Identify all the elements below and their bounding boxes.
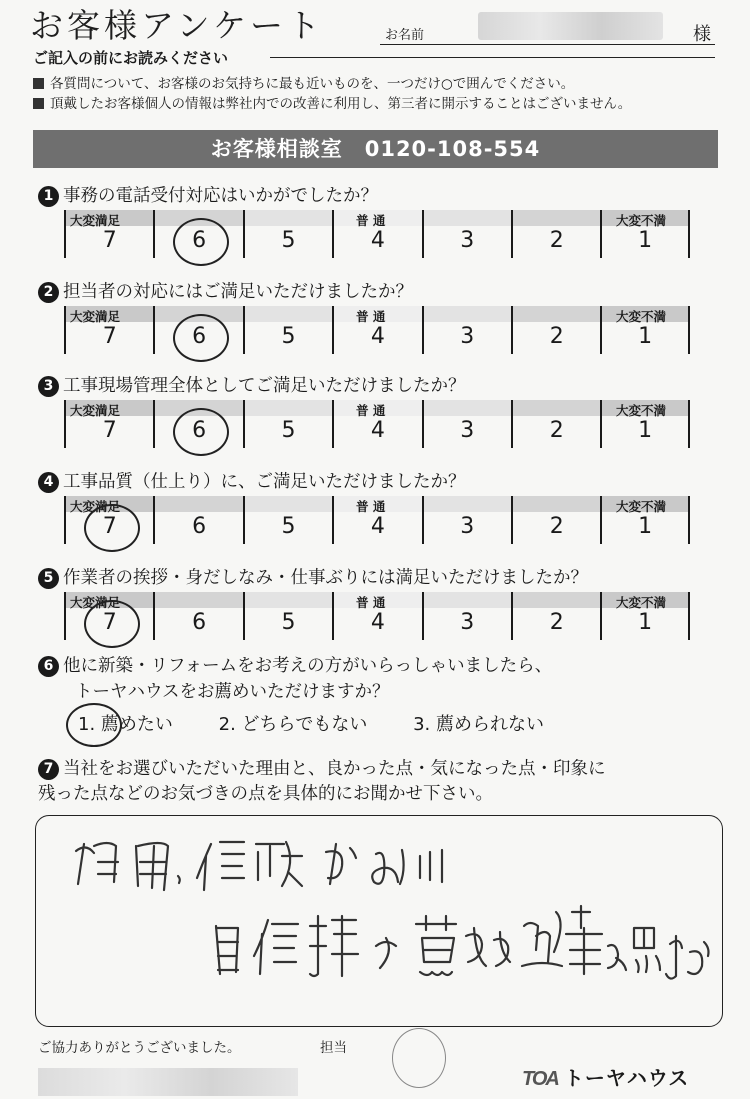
rating-value: 2 <box>549 514 564 539</box>
scale-shade <box>424 210 511 226</box>
rating-value: 3 <box>460 418 475 443</box>
rating-value: 4 <box>370 514 385 539</box>
scale-shade <box>513 592 600 608</box>
rating-value: 5 <box>281 514 296 539</box>
rating-scale <box>64 496 690 544</box>
question-6 <box>38 652 552 677</box>
rating-option-3[interactable] <box>422 210 511 258</box>
thanks-message: ご協力ありがとうございました。 <box>38 1040 241 1056</box>
scale-label-right: 大変不満 <box>616 403 667 418</box>
rating-option-5[interactable] <box>243 496 332 544</box>
scale-label-middle: 普 通 <box>356 499 386 514</box>
name-underline <box>380 44 715 45</box>
logo-text: トーヤハウス <box>563 1066 690 1090</box>
rating-scale <box>64 210 690 258</box>
rating-value: 7 <box>102 610 117 635</box>
rating-option-2[interactable] <box>511 592 600 640</box>
question-number-badge: 7 <box>38 759 59 780</box>
scale-shade <box>513 400 600 416</box>
intro-note: 頂戴したお客様個人の情報は弊社内での改善に利用し、第三者に開示することはございません。 <box>33 92 631 112</box>
rating-option-3[interactable] <box>422 306 511 354</box>
rating-value: 5 <box>281 324 296 349</box>
question-text: 当社をお選びいただいた理由と、良かった点・気になった点・印象に <box>63 759 606 779</box>
rating-value: 2 <box>549 228 564 253</box>
q6-options <box>78 710 584 736</box>
scale-label-right: 大変不満 <box>616 499 667 514</box>
rating-value: 5 <box>281 610 296 635</box>
scale-shade <box>245 210 332 226</box>
scale-label-left: 大変満足 <box>70 499 121 514</box>
scale-label-middle: 普 通 <box>356 309 386 324</box>
rating-value: 6 <box>192 514 207 539</box>
scale-shade <box>424 592 511 608</box>
rating-value: 3 <box>460 610 475 635</box>
scale-shade <box>513 496 600 512</box>
rating-value: 6 <box>192 324 207 349</box>
staff-label: 担当 <box>320 1040 347 1056</box>
q6-selection-circle <box>66 703 122 747</box>
intro-title: ご記入の前にお読みください <box>33 49 229 67</box>
handwritten-comment <box>36 816 722 1026</box>
scale-label-middle: 普 通 <box>356 595 386 610</box>
rating-option-2[interactable] <box>511 210 600 258</box>
rating-value: 6 <box>192 228 207 253</box>
form-title: お客様アンケート <box>30 6 325 45</box>
q6-option-1[interactable]: 1. 薦めたい <box>78 714 173 735</box>
answer-circle <box>84 504 140 552</box>
answer-circle <box>173 218 229 266</box>
rating-value: 1 <box>638 610 653 635</box>
scale-shade <box>424 306 511 322</box>
rating-value: 2 <box>549 418 564 443</box>
question-6-line2: トーヤハウスをお薦めいただけますか？ <box>75 682 390 702</box>
rating-value: 4 <box>370 228 385 253</box>
scale-shade <box>424 496 511 512</box>
rating-value: 3 <box>460 324 475 349</box>
rating-option-2[interactable] <box>511 306 600 354</box>
rating-option-2[interactable] <box>511 400 600 448</box>
staff-seal-stamp <box>392 1028 446 1088</box>
question-3 <box>38 372 466 397</box>
rating-option-3[interactable] <box>422 592 511 640</box>
rating-option-3[interactable] <box>422 496 511 544</box>
scale-shade <box>513 306 600 322</box>
question-4 <box>38 468 466 493</box>
rating-value: 1 <box>638 514 653 539</box>
logo-mark: TOA <box>522 1068 558 1090</box>
scale-shade <box>155 496 242 512</box>
rating-value: 4 <box>370 610 385 635</box>
rating-value: 7 <box>102 324 117 349</box>
question-2 <box>38 278 413 303</box>
question-number-badge: 3 <box>38 376 59 397</box>
scale-label-middle: 普 通 <box>356 213 386 228</box>
rating-option-6[interactable] <box>153 496 242 544</box>
question-1 <box>38 182 378 207</box>
question-text: 事務の電話受付対応はいかがでしたか？ <box>63 186 378 206</box>
scale-shade <box>155 592 242 608</box>
answer-circle <box>173 408 229 456</box>
scale-label-left: 大変満足 <box>70 595 121 610</box>
answer-circle <box>173 314 229 362</box>
rating-value: 5 <box>281 228 296 253</box>
redacted-info <box>38 1068 298 1096</box>
q6-option-3[interactable]: 3. 薦められない <box>413 714 544 735</box>
answer-circle <box>84 600 140 648</box>
rating-option-5[interactable] <box>243 306 332 354</box>
question-text: 作業者の挨拶・身だしなみ・仕事ぶりには満足いただけましたか？ <box>63 568 588 588</box>
rating-option-5[interactable] <box>243 210 332 258</box>
scale-label-right: 大変不満 <box>616 595 667 610</box>
rating-value: 6 <box>192 610 207 635</box>
scale-shade <box>245 400 332 416</box>
question-7 <box>38 755 606 780</box>
scale-shade <box>245 592 332 608</box>
rating-value: 1 <box>638 228 653 253</box>
question-number-badge: 4 <box>38 472 59 493</box>
scale-label-middle: 普 通 <box>356 403 386 418</box>
scale-label-left: 大変満足 <box>70 309 121 324</box>
question-number-badge: 2 <box>38 282 59 303</box>
redacted-name <box>478 12 663 40</box>
bullet-square-icon <box>33 78 44 89</box>
question-7-line2: 残った点などのお気づきの点を具体的にお聞かせ下さい。 <box>38 784 493 804</box>
support-banner: お客様相談室 0120-108-554 <box>33 130 718 168</box>
question-number-badge: 5 <box>38 568 59 589</box>
rating-option-5[interactable] <box>243 592 332 640</box>
rating-value: 1 <box>638 324 653 349</box>
rating-option-3[interactable] <box>422 400 511 448</box>
comment-box[interactable] <box>35 815 723 1027</box>
rating-value: 5 <box>281 418 296 443</box>
scale-label-left: 大変満足 <box>70 213 121 228</box>
rating-option-6[interactable] <box>153 592 242 640</box>
scale-label-right: 大変不満 <box>616 213 667 228</box>
rating-scale <box>64 400 690 448</box>
rating-option-5[interactable] <box>243 400 332 448</box>
question-text: 工事現場管理全体としてご満足いただけましたか？ <box>63 376 466 396</box>
bullet-square-icon <box>33 98 44 109</box>
scale-shade <box>245 496 332 512</box>
rating-value: 4 <box>370 324 385 349</box>
intro-divider <box>270 57 715 58</box>
rating-value: 7 <box>102 228 117 253</box>
rating-value: 2 <box>549 610 564 635</box>
question-5 <box>38 564 588 589</box>
question-text: 工事品質（仕上り）に、ご満足いただけましたか？ <box>63 472 466 492</box>
scale-shade <box>513 210 600 226</box>
question-text: 他に新築・リフォームをお考えの方がいらっしゃいましたら、 <box>63 656 553 676</box>
rating-value: 3 <box>460 228 475 253</box>
q6-option-2[interactable]: 2. どちらでもない <box>218 714 368 735</box>
question-number-badge: 6 <box>38 656 59 677</box>
rating-value: 2 <box>549 324 564 349</box>
scale-label-right: 大変不満 <box>616 309 667 324</box>
scale-label-left: 大変満足 <box>70 403 121 418</box>
company-logo <box>522 1062 689 1091</box>
name-label: お名前 <box>385 28 425 43</box>
rating-option-2[interactable] <box>511 496 600 544</box>
question-text: 担当者の対応にはご満足いただけましたか？ <box>63 282 413 302</box>
scale-shade <box>424 400 511 416</box>
rating-scale <box>64 306 690 354</box>
rating-scale <box>64 592 690 640</box>
rating-value: 6 <box>192 418 207 443</box>
name-suffix: 様 <box>693 24 711 45</box>
rating-value: 1 <box>638 418 653 443</box>
rating-value: 7 <box>102 514 117 539</box>
rating-value: 7 <box>102 418 117 443</box>
intro-note: 各質問について、お客様のお気持ちに最も近いものを、一つだけ○で囲んでください。 <box>33 72 574 92</box>
scale-shade <box>245 306 332 322</box>
question-number-badge: 1 <box>38 186 59 207</box>
rating-value: 4 <box>370 418 385 443</box>
rating-value: 3 <box>460 514 475 539</box>
